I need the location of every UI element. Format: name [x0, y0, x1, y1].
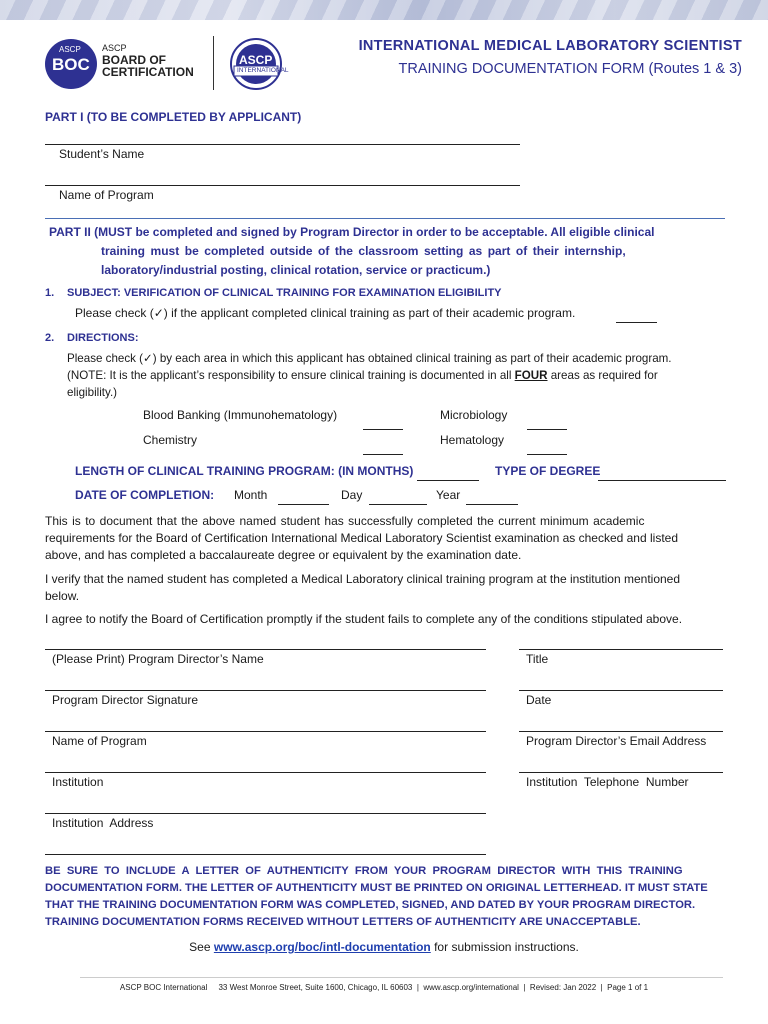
notice-line1: BE SURE TO INCLUDE A LETTER OF AUTHENTICITY FROM YOUR PROGRAM DIRECTOR WITH THIS TRAINING — [45, 865, 683, 877]
part2-heading-line2: training must be completed outside of the classroom setting as part of their internship, — [101, 244, 626, 258]
footer-rule — [80, 977, 723, 978]
area-microbiology-blank[interactable] — [527, 429, 567, 430]
item2-directions — [67, 350, 723, 401]
day-label: Day — [341, 488, 363, 502]
student-name-line[interactable] — [45, 144, 520, 145]
director-signature-label: Program Director Signature — [52, 693, 199, 707]
institution-address-line[interactable] — [45, 813, 486, 814]
email-label: Program Director’s Email Address — [526, 734, 707, 748]
month-blank[interactable] — [278, 504, 329, 505]
area-microbiology: Microbiology — [440, 408, 508, 422]
year-blank[interactable] — [466, 504, 518, 505]
area-hematology-blank[interactable] — [527, 454, 567, 455]
form-title: INTERNATIONAL MEDICAL LABORATORY SCIENTIST — [358, 38, 742, 54]
completion-label: DATE OF COMPLETION: — [75, 488, 215, 502]
statement-agree: I agree to notify the Board of Certification promptly if the student fails to complete any of the conditions stipulated above. — [45, 612, 683, 626]
intl-logo-top-text: ASCP — [239, 53, 273, 67]
submission-prefix: See — [189, 940, 214, 954]
statement-verify-line2: below. — [45, 589, 80, 603]
statement-document — [45, 513, 723, 564]
item2-line2a: (NOTE: It is the applicant’s responsibility to ensure clinical training is documented in all — [67, 369, 515, 382]
boc-logo-small-text: ASCP — [59, 45, 81, 54]
logo-divider — [213, 36, 214, 90]
director-name-line[interactable] — [45, 649, 486, 650]
statement-document-line2: requirements for the Board of Certification International Medical Laboratory Scientist examination as checked and listed — [45, 531, 679, 545]
boc-logo-name — [102, 42, 194, 78]
notice-line3: THAT THE TRAINING DOCUMENTATION FORM WAS COMPLETED, SIGNED, AND DATED BY YOUR PROGRAM DIRECTOR. — [45, 899, 696, 911]
item2-title: DIRECTIONS: — [67, 332, 139, 344]
program-name-line[interactable] — [45, 185, 520, 186]
item2-line3: eligibility.) — [67, 386, 118, 399]
item1-check-blank[interactable] — [616, 322, 657, 323]
statement-verify — [45, 571, 723, 605]
part2-heading-line3: laboratory/industrial posting, clinical rotation, service or practicum.) — [101, 263, 491, 277]
statement-verify-line1: I verify that the named student has completed a Medical Laboratory clinical training program at the institution mentioned — [45, 572, 681, 586]
program-name-label: Name of Program — [59, 188, 154, 202]
notice-line4: TRAINING DOCUMENTATION FORMS RECEIVED WITHOUT LETTERS OF AUTHENTICITY ARE UNACCEPTABLE. — [45, 916, 641, 928]
part2-heading-prefix: PART II — [49, 225, 91, 239]
email-line[interactable] — [519, 731, 723, 732]
boc-name-line3: CERTIFICATION — [102, 65, 194, 79]
part2-heading-rest: (MUST be completed and signed by Program Director in order to be acceptable. All eligible clinical — [94, 225, 655, 239]
area-blood-banking: Blood Banking (Immunohematology) — [143, 408, 338, 422]
date-label: Date — [526, 693, 552, 707]
footer-text: ASCP BOC International 33 West Monroe Street, Suite 1600, Chicago, IL 60603 | www.ascp.org/international | Revised: Jan 2022 | Page 1 of 1 — [119, 983, 649, 992]
item1-text: Please check (✓) if the applicant completed clinical training as part of their academic program. — [75, 306, 576, 320]
submission-suffix: for submission instructions. — [430, 940, 579, 954]
item2-line2c: areas as required for — [547, 369, 658, 382]
title-label: Title — [526, 652, 549, 666]
area-chemistry: Chemistry — [143, 433, 198, 447]
year-label: Year — [436, 488, 461, 502]
ascp-international-logo — [226, 37, 294, 91]
item1-title: SUBJECT: VERIFICATION OF CLINICAL TRAINING FOR EXAMINATION ELIGIBILITY — [67, 287, 502, 299]
boc-logo — [44, 38, 100, 90]
boc-name-line2: BOARD OF — [102, 53, 166, 67]
submission-line — [0, 940, 768, 954]
telephone-label: Institution Telephone Number — [526, 775, 689, 789]
header-banner — [0, 0, 768, 20]
part2-heading — [49, 223, 723, 280]
student-name-label: Student’s Name — [59, 147, 145, 161]
month-label: Month — [234, 488, 268, 502]
institution-label: Institution — [52, 775, 104, 789]
item1-number: 1. — [45, 287, 55, 299]
form-subtitle: TRAINING DOCUMENTATION FORM (Routes 1 & 3) — [398, 61, 742, 77]
item2-line1: Please check (✓) by each area in which this applicant has obtained clinical training as part of their academic program. — [67, 352, 672, 365]
date-line[interactable] — [519, 690, 723, 691]
boc-name-line1: ASCP — [102, 43, 127, 53]
degree-blank[interactable] — [598, 480, 726, 481]
notice-line2: DOCUMENTATION FORM. THE LETTER OF AUTHENTICITY MUST BE PRINTED ON ORIGINAL LETTERHEAD. IT MUST STATE — [45, 882, 708, 894]
length-blank[interactable] — [417, 480, 479, 481]
title-line[interactable] — [519, 649, 723, 650]
authenticity-notice — [45, 863, 723, 931]
statement-document-line1: This is to document that the above named student has successfully completed the current minimum academic — [45, 514, 645, 528]
boc-logo-big-text: BOC — [52, 55, 90, 74]
institution-line[interactable] — [45, 772, 486, 773]
area-blood-banking-blank[interactable] — [363, 429, 403, 430]
telephone-line[interactable] — [519, 772, 723, 773]
area-hematology: Hematology — [440, 433, 505, 447]
part2-rule — [45, 218, 725, 219]
length-label: LENGTH OF CLINICAL TRAINING PROGRAM: (IN MONTHS) — [75, 464, 414, 478]
submission-link[interactable]: www.ascp.org/boc/intl-documentation — [213, 940, 431, 954]
area-chemistry-blank[interactable] — [363, 454, 403, 455]
statement-document-line3: above, and has completed a baccalaureate degree or equivalent by the examination date. — [45, 548, 522, 562]
item2-number: 2. — [45, 332, 55, 344]
item2-line2-emphasis: FOUR — [514, 369, 548, 382]
director-name-label: (Please Print) Program Director’s Name — [52, 652, 264, 666]
sig-program-name-label: Name of Program — [52, 734, 147, 748]
intl-logo-bottom-text: INTERNATIONAL — [237, 67, 289, 74]
degree-label: TYPE OF DEGREE — [495, 464, 601, 478]
institution-address-label: Institution Address — [52, 816, 154, 830]
day-blank[interactable] — [369, 504, 427, 505]
part1-heading: PART I (TO BE COMPLETED BY APPLICANT) — [45, 110, 302, 124]
sig-program-name-line[interactable] — [45, 731, 486, 732]
signature-bottom-line — [45, 854, 486, 855]
director-signature-line[interactable] — [45, 690, 486, 691]
